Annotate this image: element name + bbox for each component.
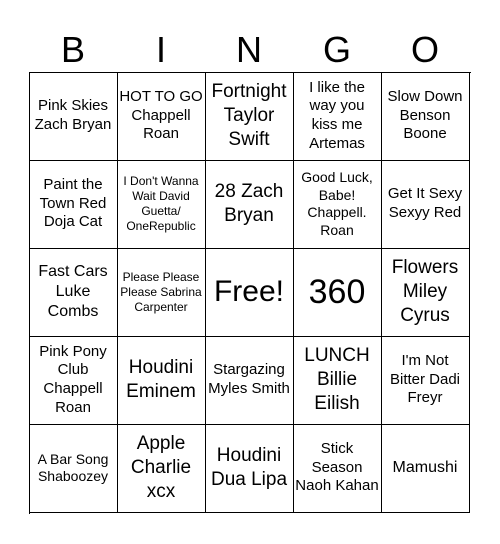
bingo-cell[interactable]	[205, 424, 294, 513]
bingo-cell[interactable]	[205, 248, 294, 337]
bingo-cell[interactable]	[117, 160, 206, 249]
bingo-cell-text: Mamushi	[392, 459, 458, 476]
bingo-cell-text: Stick Season Naoh Kahan	[295, 439, 379, 495]
bingo-cell[interactable]	[381, 72, 470, 161]
bingo-cell[interactable]	[29, 336, 118, 425]
bingo-cell[interactable]	[29, 160, 118, 249]
bingo-cell[interactable]	[381, 424, 470, 513]
bingo-cell[interactable]	[117, 424, 206, 513]
bingo-cell-text: I like the way you kiss me Artemas	[309, 78, 365, 152]
bingo-cell-text: Houdini Eminem	[126, 357, 196, 402]
header-letter-o: O	[410, 29, 439, 70]
bingo-cell-text: LUNCH Billie Eilish	[304, 345, 370, 414]
bingo-cell-text: I'm Not Bitter Dadi Freyr	[389, 351, 461, 407]
bingo-cell-text: Good Luck, Babe! Chappell. Roan	[301, 169, 373, 238]
bingo-cell[interactable]	[29, 424, 118, 513]
bingo-cell-text: A Bar Song Shaboozey	[37, 450, 109, 484]
bingo-cell[interactable]	[293, 424, 382, 513]
header-letter-n: N	[236, 29, 262, 70]
bingo-cell[interactable]	[205, 336, 294, 425]
bingo-cell[interactable]	[205, 72, 294, 161]
bingo-cell[interactable]	[29, 72, 118, 161]
bingo-cell-text: Free!	[213, 275, 285, 309]
header-letter-i: I	[155, 29, 166, 70]
bingo-cell[interactable]	[205, 160, 294, 249]
bingo-cell[interactable]	[293, 336, 382, 425]
bingo-cell-text: Get It Sexy Sexyy Red	[387, 185, 463, 221]
bingo-cell-text: 360	[308, 272, 366, 311]
bingo-cell-text: Pink Skies Zach Bryan	[34, 97, 112, 133]
bingo-cell-text: Slow Down Benson Boone	[387, 87, 463, 143]
bingo-cell-text: Stargazing Myles Smith	[208, 361, 290, 397]
bingo-header	[29, 28, 471, 72]
bingo-cell-text: Please Please Please Sabrina Carpenter	[120, 269, 202, 314]
bingo-cell[interactable]	[381, 336, 470, 425]
bingo-cell-text: Paint the Town Red Doja Cat	[39, 175, 107, 231]
bingo-cell[interactable]	[29, 248, 118, 337]
bingo-cell-text: I Don't Wanna Wait David Guetta/ OneRepublic	[123, 174, 199, 233]
bingo-cell[interactable]	[381, 248, 470, 337]
bingo-cell-text: 28 Zach Bryan	[214, 181, 284, 226]
bingo-cell-text: Flowers Miley Cyrus	[391, 257, 459, 326]
bingo-cell[interactable]	[293, 248, 382, 337]
bingo-cell-text: Fast Cars Luke Combs	[38, 263, 108, 320]
bingo-cell-text: Fortnight Taylor Swift	[211, 81, 287, 150]
bingo-cell[interactable]	[117, 336, 206, 425]
bingo-cell-text: Apple Charlie xcx	[130, 433, 192, 502]
bingo-cell-text: Houdini Dua Lipa	[210, 445, 288, 490]
bingo-cell[interactable]	[117, 72, 206, 161]
header-letter-b: B	[60, 29, 85, 70]
bingo-cell[interactable]	[381, 160, 470, 249]
bingo-grid	[29, 72, 471, 514]
header-letter-g: G	[322, 29, 351, 70]
bingo-cell[interactable]	[117, 248, 206, 337]
bingo-cell-text: Pink Pony Club Chappell Roan	[39, 342, 107, 416]
bingo-cell-text: HOT TO GO Chappell Roan	[119, 87, 203, 143]
bingo-cell[interactable]	[293, 160, 382, 249]
bingo-cell[interactable]	[293, 72, 382, 161]
